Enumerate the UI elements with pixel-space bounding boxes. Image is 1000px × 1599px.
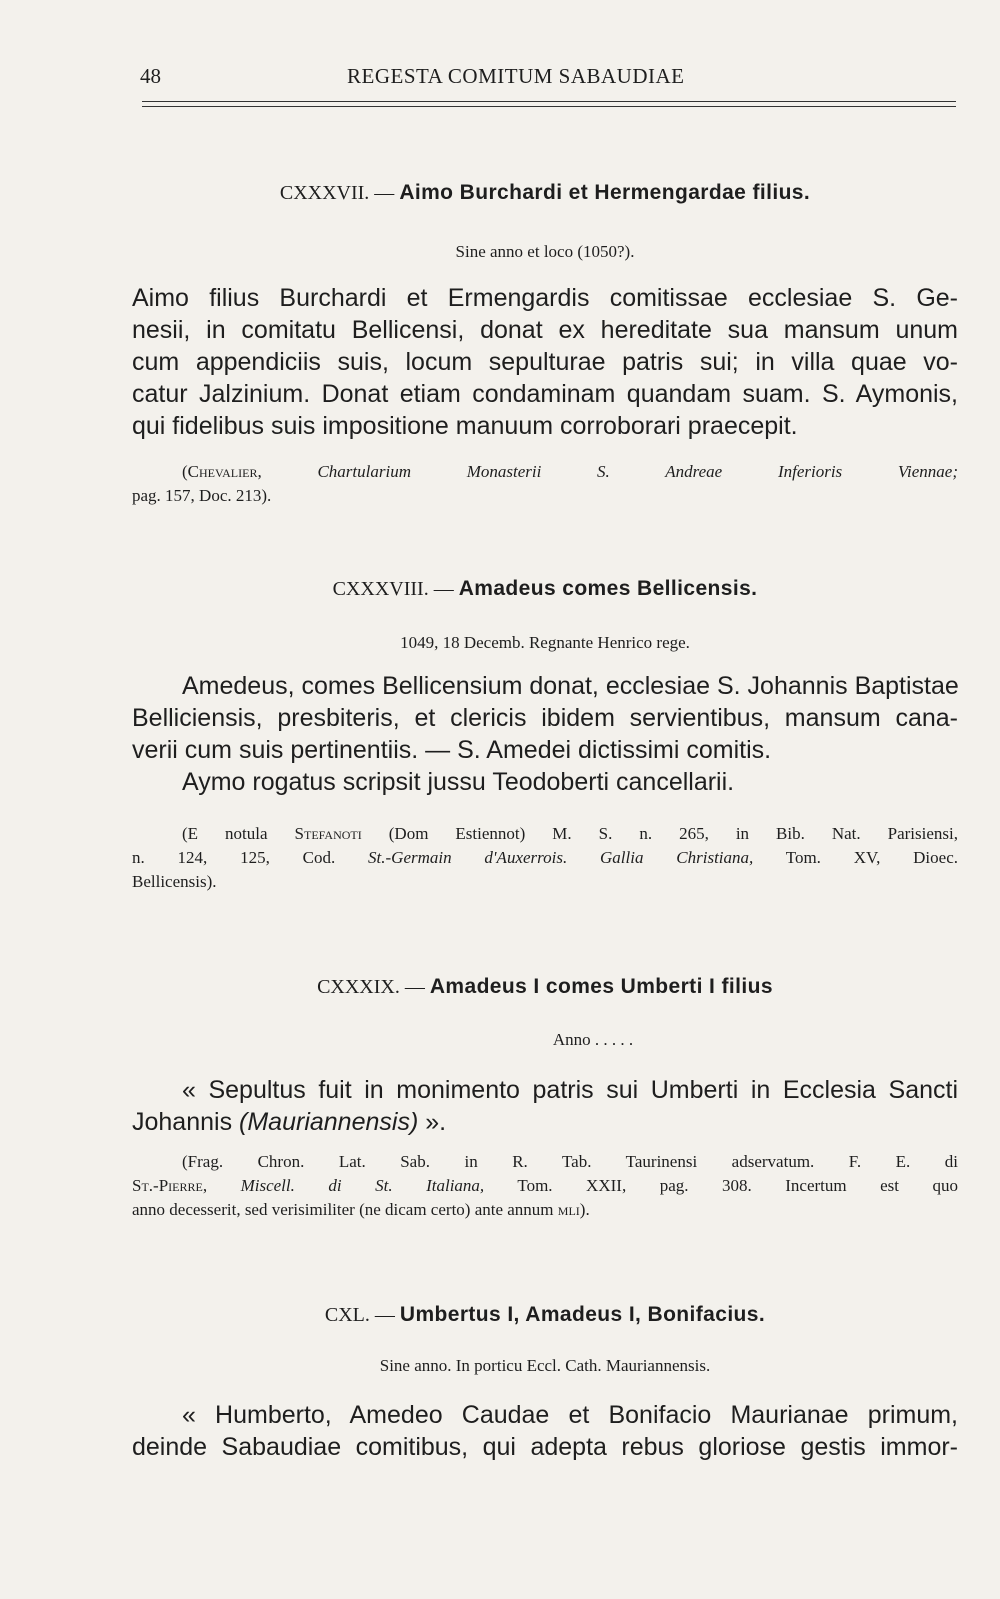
entry-title: Amadeus comes Bellicensis.: [458, 577, 758, 600]
source-author: St.-Pierre: [132, 1176, 203, 1195]
entry-source: [132, 822, 958, 894]
entry-title: Aimo Burchardi et Hermengardae filius.: [399, 181, 811, 204]
source-text: Tom. XXII, pag. 308. Incertum est quo: [484, 1176, 959, 1195]
source-line: [132, 846, 958, 870]
header-rule: [142, 106, 956, 107]
body-line: nesii, in comitatu Bellicensi, donat ex hereditate sua mansum unum: [132, 316, 958, 344]
entry-body: [132, 1399, 958, 1463]
entry-source: [132, 460, 958, 508]
entry-dateline: Sine anno et loco (1050?).: [455, 242, 635, 261]
body-line: catur Jalzinium. Donat etiam condaminam quandam suam. S. Aymonis,: [132, 380, 958, 408]
body-text: Johannis: [132, 1108, 240, 1136]
body-line: Aymo rogatus scripsit jussu Teodoberti cancellarii.: [182, 768, 735, 796]
source-text: n. 124, 125, Cod.: [132, 848, 369, 867]
body-line: « Humberto, Amedeo Caudae et Bonifacio Maurianae primum,: [182, 1401, 958, 1429]
source-text: (: [182, 462, 188, 481]
body-italic: (Mauriannensis): [239, 1108, 419, 1136]
body-line: Belliciensis, presbiteris, et clericis ibidem servientibus, mansum cana-: [132, 704, 958, 732]
entry-dateline: 1049, 18 Decemb. Regnante Henrico rege.: [400, 633, 690, 652]
source-line: [132, 1174, 958, 1198]
entry-heading: [132, 577, 958, 601]
entry-number: CXL. —: [324, 1304, 395, 1326]
entry-heading: [132, 1303, 958, 1327]
source-text: ,: [202, 1176, 241, 1195]
body-text: ».: [418, 1108, 447, 1136]
running-title: REGESTA COMITUM SABAUDIAE: [347, 64, 685, 88]
source-text: anno decesserit, sed verisimiliter (ne dicam certo) ante annum: [132, 1200, 558, 1219]
entry-body: [132, 670, 958, 798]
source-text: Tom. XV, Dioec.: [753, 848, 958, 867]
entry-source: [132, 1150, 958, 1222]
entry-number: CXXXVII. —: [279, 182, 395, 204]
source-author: Stefanoti: [294, 824, 362, 843]
entry-dateline: Anno . . . . .: [552, 1030, 634, 1049]
entry-title: Umbertus I, Amadeus I, Bonifacius.: [399, 1303, 766, 1326]
entry-heading: [132, 975, 958, 999]
entry-dateline: Sine anno. In porticu Eccl. Cath. Mauriannensis.: [379, 1356, 711, 1375]
source-text: (Dom Estiennot) M. S. n. 265, in Bib. Nat. Parisiensi,: [361, 824, 958, 843]
body-line: Aimo filius Burchardi et Ermengardis comitissae ecclesiae S. Ge-: [132, 284, 958, 312]
entry-body: [132, 1074, 958, 1138]
source-line: Bellicensis).: [132, 872, 217, 891]
body-line: Amedeus, comes Bellicensium donat, ecclesiae S. Johannis Baptistae: [182, 672, 959, 700]
page-number: 48: [140, 64, 161, 88]
source-line: pag. 157, Doc. 213).: [132, 486, 272, 505]
running-head: [140, 64, 956, 94]
body-line: cum appendiciis suis, locum sepulturae patris sui; in villa quae vo-: [132, 348, 958, 376]
entry-title: Amadeus I comes Umberti I filius: [429, 975, 773, 998]
source-work: Miscell. di St. Italiana,: [240, 1176, 485, 1195]
body-line: deinde Sabaudiae comitibus, qui adepta rebus gloriose gestis immor-: [132, 1433, 958, 1461]
source-line: (Frag. Chron. Lat. Sab. in R. Tab. Taurinensi adservatum. F. E. di: [182, 1152, 958, 1171]
entry-heading: [132, 181, 958, 205]
source-line: [132, 822, 958, 846]
header-rule: [142, 101, 956, 102]
source-text: mli: [557, 1200, 580, 1219]
source-text: (E notula: [182, 824, 295, 843]
source-author: Chevalier: [187, 462, 258, 481]
source-work: St.-Germain d'Auxerrois. Gallia Christiana,: [368, 848, 754, 867]
body-line: [132, 1106, 958, 1138]
source-line: [132, 460, 958, 484]
source-text: ).: [579, 1200, 590, 1219]
entry-number: CXXXIX. —: [317, 976, 425, 998]
body-line: « Sepultus fuit in monimento patris sui Umberti in Ecclesia Sancti: [182, 1076, 958, 1104]
source-text: ,: [257, 462, 318, 481]
source-line: [132, 1198, 958, 1222]
body-line: qui fidelibus suis impositione manuum corroborari praecepit.: [132, 412, 798, 440]
entry-body: [132, 282, 958, 442]
entry-number: CXXXVIII. —: [332, 578, 454, 600]
body-line: verii cum suis pertinentiis. — S. Amedei dictissimi comitis.: [132, 736, 772, 764]
source-work: Chartularium Monasterii S. Andreae Inferioris Viennae;: [317, 462, 958, 481]
